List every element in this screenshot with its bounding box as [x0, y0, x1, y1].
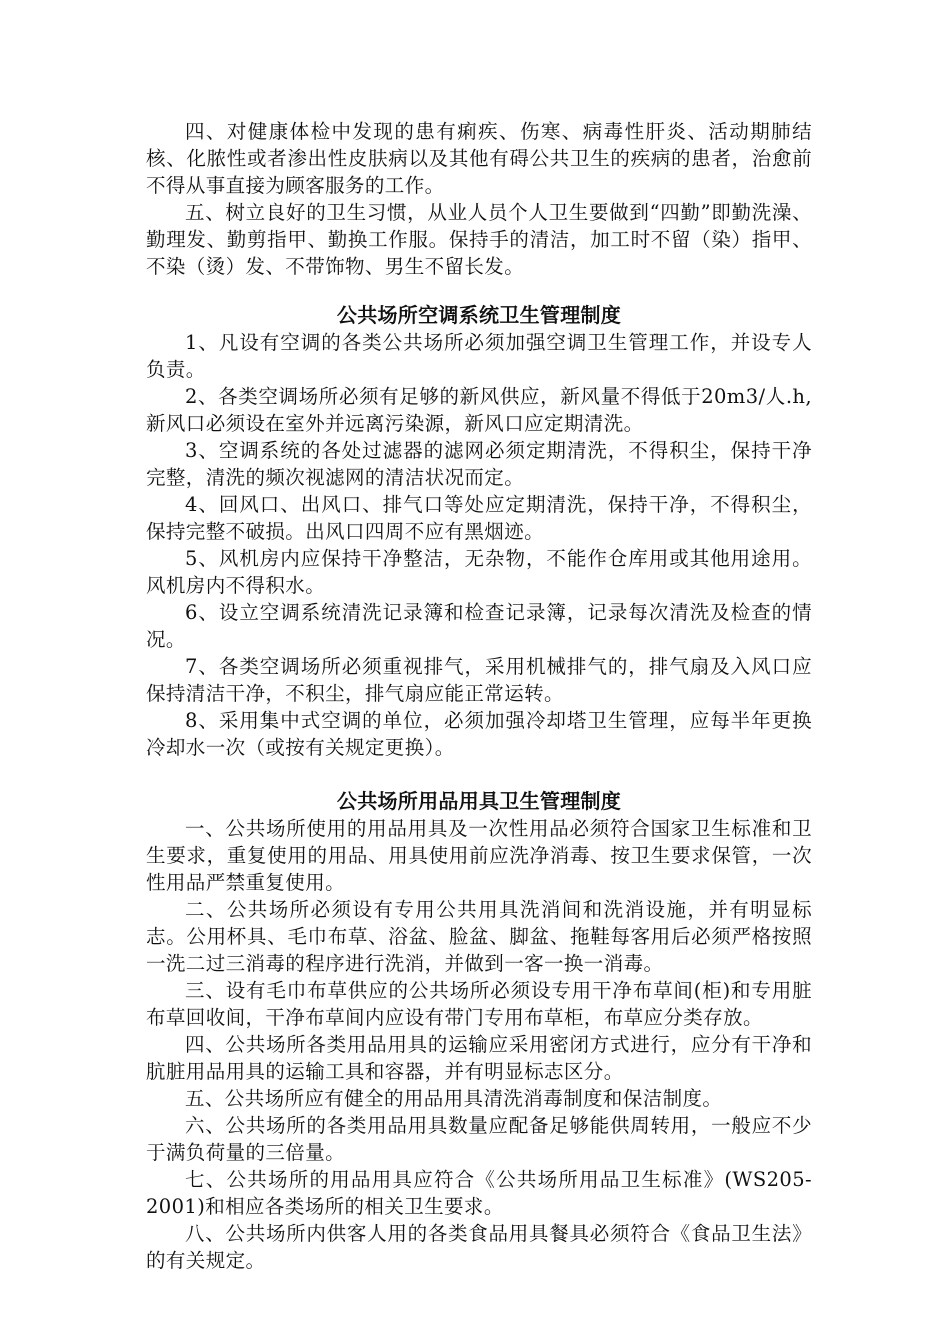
paragraph: 3、空调系统的各处过滤器的滤网必须定期清洗，不得积尘，保持干净完整，清洗的频次视滤网的清洁状况而定。	[146, 439, 812, 489]
paragraph: 三、设有毛巾布草供应的公共场所必须设专用干净布草间(柜)和专用脏布草回收间，干净布草间内应设有带门专用布草柜，布草应分类存放。	[146, 979, 812, 1029]
paragraph: 五、公共场所应有健全的用品用具清洗消毒制度和保洁制度。	[185, 1087, 723, 1110]
section-title-ac: 公共场所空调系统卫生管理制度	[336, 303, 622, 327]
paragraph: 8、采用集中式空调的单位，必须加强冷却塔卫生管理，应每半年更换冷却水一次（或按有关规定更换）。	[146, 709, 812, 759]
paragraph: 2、各类空调场所必须有足够的新风供应，新风量不得低于20m3/人.h,新风口必须设在室外并远离污染源，新风口应定期清洗。	[146, 385, 812, 435]
section-title-supplies: 公共场所用品用具卫生管理制度	[336, 789, 622, 813]
paragraph: 4、回风口、出风口、排气口等处应定期清洗，保持干净，不得积尘，保持完整不破损。出风口四周不应有黑烟迹。	[146, 493, 812, 543]
paragraph: 6、设立空调系统清洗记录簿和检查记录簿，记录每次清洗及检查的情况。	[146, 601, 812, 651]
section-gap	[146, 280, 812, 302]
paragraph: 1、凡设有空调的各类公共场所必须加强空调卫生管理工作，并设专人负责。	[146, 331, 812, 381]
paragraph: 七、公共场所的用品用具应符合《公共场所用品卫生标准》(WS205-2001)和相应各类场所的相关卫生要求。	[146, 1168, 812, 1218]
paragraph: 六、公共场所的各类用品用具数量应配备足够能供周转用，一般应不少于满负荷量的三倍量。	[146, 1114, 812, 1164]
paragraph: 五、树立良好的卫生习惯，从业人员个人卫生要做到“四勤”即勤洗澡、勤理发、勤剪指甲、勤换工作服。保持手的清洁，加工时不留（染）指甲、不染（烫）发、不带饰物、男生不留长发。	[146, 201, 812, 278]
paragraph: 四、公共场所各类用品用具的运输应采用密闭方式进行，应分有干净和肮脏用品用具的运输工具和容器，并有明显标志区分。	[146, 1033, 812, 1083]
section-gap	[146, 761, 812, 788]
paragraph: 5、风机房内应保持干净整洁，无杂物，不能作仓库用或其他用途用。风机房内不得积水。	[146, 547, 812, 597]
paragraph: 7、各类空调场所必须重视排气，采用机械排气的，排气扇及入风口应保持清洁干净，不积尘，排气扇应能正常运转。	[146, 655, 812, 705]
paragraph: 四、对健康体检中发现的患有痢疾、伤寒、病毒性肝炎、活动期肺结核、化脓性或者渗出性皮肤病以及其他有碍公共卫生的疾病的患者，治愈前不得从事直接为顾客服务的工作。	[146, 120, 812, 197]
paragraph: 一、公共场所使用的用品用具及一次性用品必须符合国家卫生标准和卫生要求，重复使用的用品、用具使用前应洗净消毒、按卫生要求保管，一次性用品严禁重复使用。	[146, 817, 812, 894]
document-page	[146, 118, 812, 1274]
paragraph: 二、公共场所必须设有专用公共用具洗消间和洗消设施，并有明显标志。公用杯具、毛巾布草、浴盆、脸盆、脚盆、拖鞋每客用后必须严格按照一洗二过三消毒的程序进行洗消，并做到一客一换一消毒。	[146, 898, 812, 975]
paragraph: 八、公共场所内供客人用的各类食品用具餐具必须符合《食品卫生法》的有关规定。	[146, 1222, 812, 1272]
